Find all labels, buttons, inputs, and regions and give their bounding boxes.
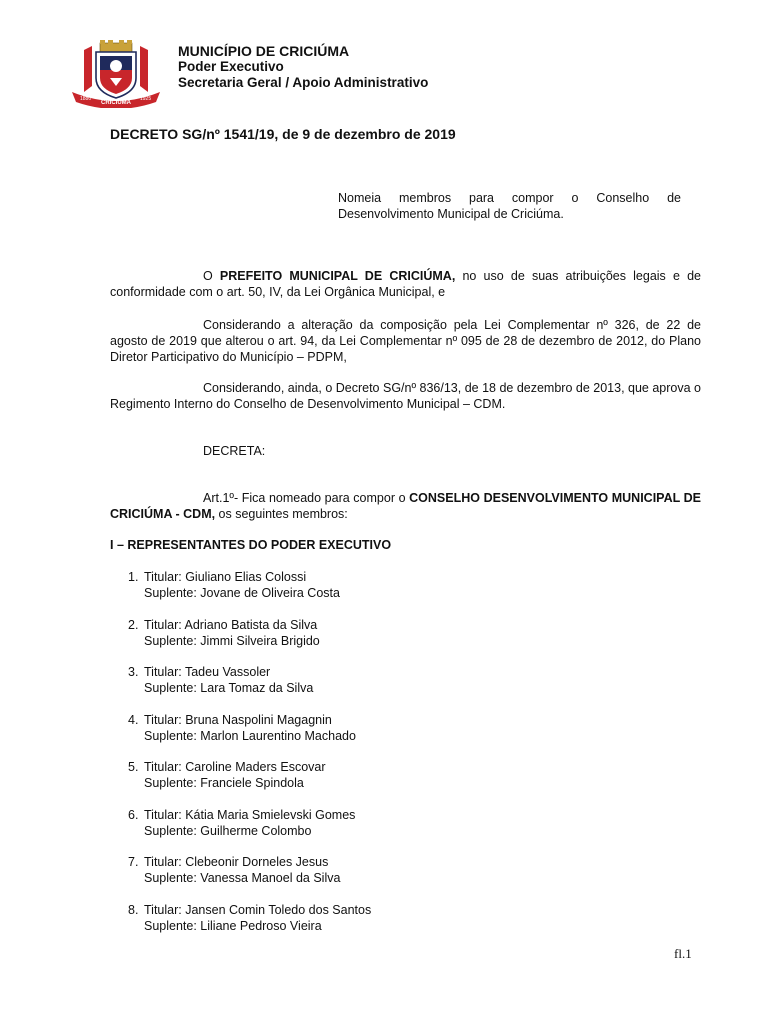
titular-name: Titular: Bruna Naspolini Magagnin (144, 712, 332, 727)
suplente-name: Suplente: Jimmi Silveira Brigido (144, 633, 320, 648)
titular-name: Titular: Giuliano Elias Colossi (144, 570, 307, 584)
suplente-name: Suplente: Franciele Spindola (144, 776, 304, 790)
member-number: 3. (128, 665, 139, 679)
municipal-crest-logo (70, 40, 162, 108)
suplente-name: Suplente: Marlon Laurentino Machado (144, 728, 356, 743)
titular-name: Titular: Kátia Maria Smielevski Gomes (144, 807, 356, 822)
suplente-name: Suplente: Jovane de Oliveira Costa (144, 586, 340, 600)
section-title: I – REPRESENTANTES DO PODER EXECUTIVO (110, 538, 392, 552)
suplente-name: Suplente: Lara Tomaz da Silva (144, 681, 314, 695)
list-item (128, 759, 688, 791)
svg-text:1880: 1880 (80, 96, 92, 102)
decree-summary: Nomeia membros para compor o Conselho de Desenvolvimento Municipal de Criciúma. (338, 191, 681, 221)
council-name: CONSELHO DESENVOLVIMENTO MUNICIPAL DE CRICIÚMA - CDM, (110, 491, 701, 521)
list-item (128, 569, 688, 601)
department-name: Secretaria Geral / Apoio Administrativo (178, 75, 429, 90)
members-list (128, 569, 688, 949)
list-item (128, 807, 688, 839)
suplente-name: Suplente: Guilherme Colombo (144, 823, 312, 838)
member-number: 5. (128, 760, 139, 774)
member-number: 8. (128, 902, 139, 917)
executive-power: Poder Executivo (178, 59, 284, 74)
article-1: Art.1º- Fica nomeado para compor o CONSELHO DESENVOLVIMENTO MUNICIPAL DE CRICIÚMA - CDM, os seguintes membros: (110, 491, 701, 521)
svg-text:CRICIÚMA: CRICIÚMA (101, 100, 131, 106)
mayor-title: PREFEITO MUNICIPAL DE CRICIÚMA, (219, 269, 456, 283)
list-item (128, 854, 688, 886)
suplente-name: Suplente: Liliane Pedroso Vieira (144, 918, 322, 933)
svg-text:1925: 1925 (140, 96, 152, 102)
list-item (128, 902, 688, 934)
preamble-paragraph: O PREFEITO MUNICIPAL DE CRICIÚMA, no uso de suas atribuições legais e de conformidade com o art. 50, IV, da Lei Orgânica Municipal, e (110, 269, 701, 299)
considering-paragraph-1: Considerando a alteração da composição pela Lei Complementar nº 326, de 22 de agosto de 2019 que alterou o art. 94, da Lei Complementar nº 095 de 28 de dezembro de 2012, do Plano Diretor Participativo do Município – PDPM, (110, 318, 701, 364)
member-number: 7. (128, 855, 139, 869)
member-number: 1. (128, 570, 139, 584)
list-item (128, 664, 688, 696)
list-item (128, 712, 688, 744)
municipality-name: MUNICÍPIO DE CRICIÚMA (178, 43, 350, 59)
titular-name: Titular: Caroline Maders Escovar (144, 760, 326, 774)
member-number: 6. (128, 807, 139, 822)
considering-paragraph-2: Considerando, ainda, o Decreto SG/nº 836/13, de 18 de dezembro de 2013, que aprova o Regimento Interno do Conselho de Desenvolvimento Municipal – CDM. (110, 381, 701, 411)
titular-name: Titular: Jansen Comin Toledo dos Santos (144, 902, 372, 917)
list-item (128, 617, 688, 649)
decreta-heading: DECRETA: (203, 444, 266, 458)
suplente-name: Suplente: Vanessa Manoel da Silva (144, 871, 341, 885)
decree-title: DECRETO SG/nº 1541/19, de 9 de dezembro de 2019 (110, 126, 456, 142)
letterhead (178, 43, 428, 91)
titular-name: Titular: Clebeonir Dorneles Jesus (144, 855, 329, 869)
member-number: 2. (128, 617, 139, 632)
page-number: fl.1 (674, 946, 692, 961)
titular-name: Titular: Tadeu Vassoler (144, 665, 271, 679)
member-number: 4. (128, 712, 139, 727)
titular-name: Titular: Adriano Batista da Silva (144, 617, 318, 632)
